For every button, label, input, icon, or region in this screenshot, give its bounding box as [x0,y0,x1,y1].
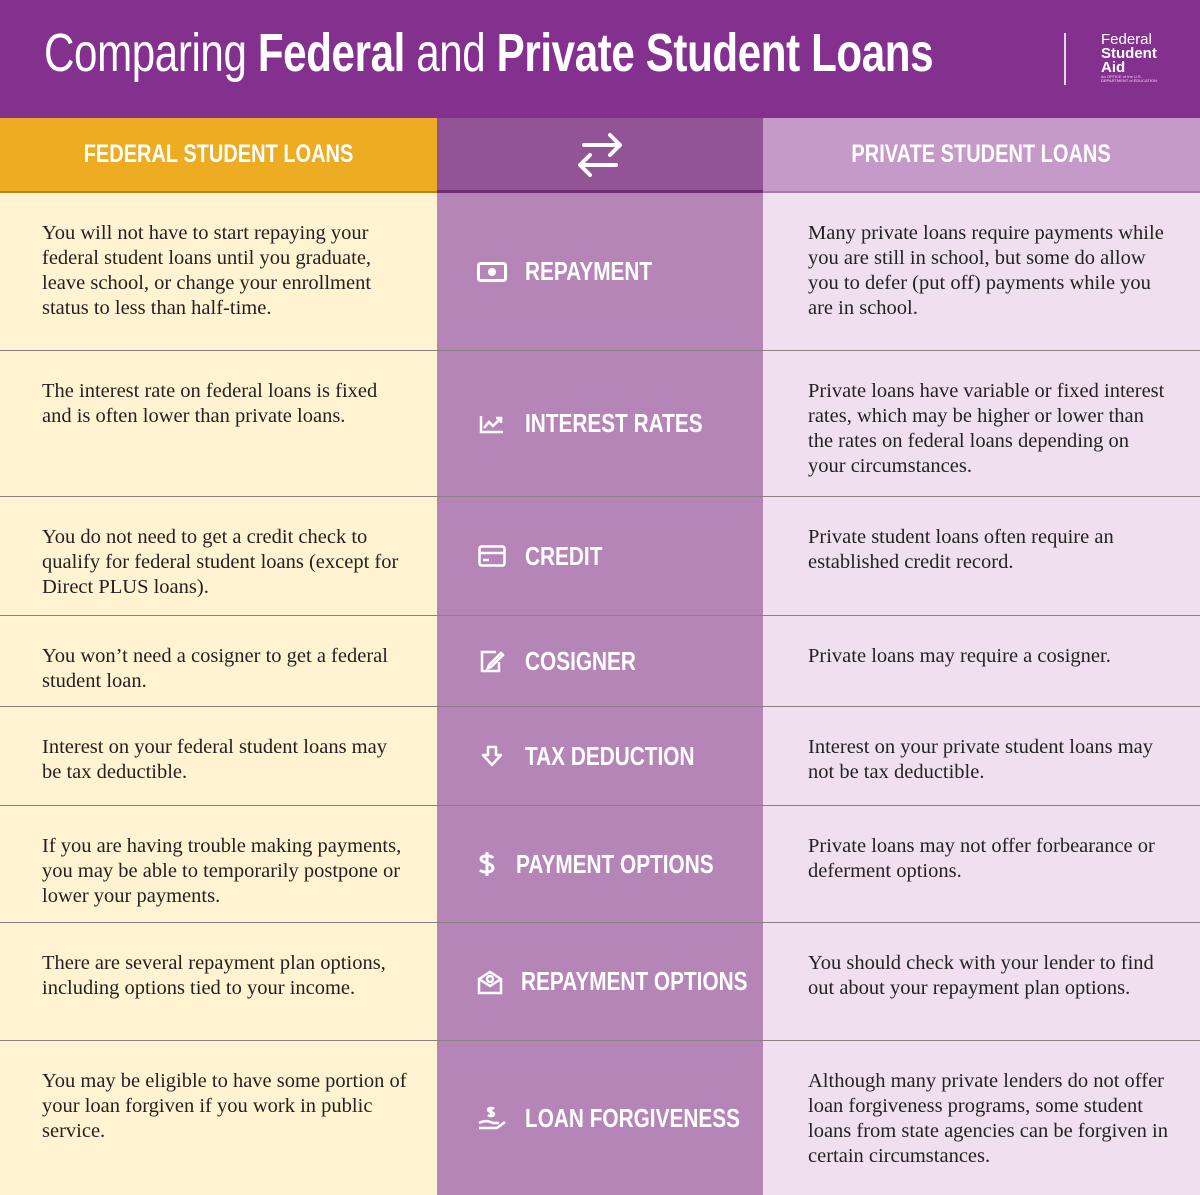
comparison-row [0,496,1200,615]
logo-line: Aid [1101,59,1126,76]
category-label: CREDIT [525,540,603,571]
private-cell: Private student loans often require an established credit record. [763,497,1200,615]
comparison-row [0,1040,1200,1195]
private-cell: Although many private lenders do not offer loan forgiveness programs, some student loans from state agencies can be forgiven in certain circumstances. [763,1041,1200,1195]
private-cell: You should check with your lender to find out about your repayment plan options. [763,923,1200,1040]
category-cell [437,193,763,350]
category-label: TAX DEDUCTION [525,740,695,771]
comparison-row [0,706,1200,805]
title-text: and [404,23,497,83]
category-cell [437,923,763,1040]
private-header-label: PRIVATE STUDENT LOANS [851,140,1112,168]
private-cell: Private loans have variable or fixed interest rates, which may be higher or lower than the rates on federal loans depending on your circumstances. [763,351,1200,496]
comparison-row [0,193,1200,350]
comparison-row [0,615,1200,706]
comparison-row [0,350,1200,496]
hand-dollar-icon [477,1106,507,1130]
federal-cell: You will not have to start repaying your federal student loans until you graduate, leave school, or change your enrollment status to less than half-time. [0,193,437,350]
down-arrow-icon [477,744,507,768]
category-label: COSIGNER [525,645,636,676]
title-private: Private Student Loans [496,23,934,83]
category-cell [437,707,763,805]
logo-line: Student [1101,45,1157,62]
private-column-header [763,118,1200,193]
federal-header-label: FEDERAL STUDENT LOANS [83,140,354,168]
signature-icon [477,649,507,673]
private-cell: Private loans may require a cosigner. [763,616,1200,706]
page-title [44,22,933,84]
title-text: Comparing [44,23,258,83]
federal-column-header [0,118,437,193]
credit-card-icon [477,544,507,568]
private-cell: Private loans may not offer forbearance or deferment options. [763,806,1200,922]
comparison-row [0,805,1200,922]
federal-cell: You do not need to get a credit check to qualify for federal student loans (except for Direct PLUS loans). [0,497,437,615]
federal-cell: The interest rate on federal loans is fixed and is often lower than private loans. [0,351,437,496]
trend-chart-icon [477,412,507,436]
category-label: REPAYMENT [525,256,653,286]
column-headers [0,118,1200,193]
federal-cell: You may be eligible to have some portion of your loan forgiven if you work in public service. [0,1041,437,1195]
category-cell [437,806,763,922]
middle-column-header [437,118,763,193]
category-label: INTEREST RATES [525,408,703,438]
category-cell [437,351,763,496]
category-label: REPAYMENT OPTIONS [521,966,748,996]
swap-arrows-icon [576,131,624,177]
federal-cell: You won’t need a cosigner to get a federal student loan. [0,616,437,706]
title-banner [0,0,1200,118]
money-bill-icon [477,260,507,284]
category-cell [437,497,763,615]
private-cell: Interest on your private student loans may not be tax deductible. [763,707,1200,805]
federal-student-aid-logo [1064,33,1161,85]
federal-cell: If you are having trouble making payments, you may be able to temporarily postpone or lower your payments. [0,806,437,922]
comparison-table [0,193,1200,1195]
category-cell [437,1041,763,1195]
category-label: LOAN FORGIVENESS [525,1102,740,1133]
federal-cell: There are several repayment plan options, including options tied to your income. [0,923,437,1040]
comparison-row [0,922,1200,1040]
title-federal: Federal [257,23,405,83]
private-cell: Many private loans require payments while you are still in school, but some do allow you to defer (put off) payments while you are in school. [763,193,1200,350]
money-envelope-icon [477,970,503,994]
logo-line: Federal [1101,31,1152,48]
logo-tagline: An OFFICE of the U.S. DEPARTMENT of EDUCATION [1101,74,1157,83]
category-label: PAYMENT OPTIONS [515,848,714,879]
federal-cell: Interest on your federal student loans may be tax deductible. [0,707,437,805]
dollar-icon [477,852,498,876]
category-cell [437,616,763,706]
